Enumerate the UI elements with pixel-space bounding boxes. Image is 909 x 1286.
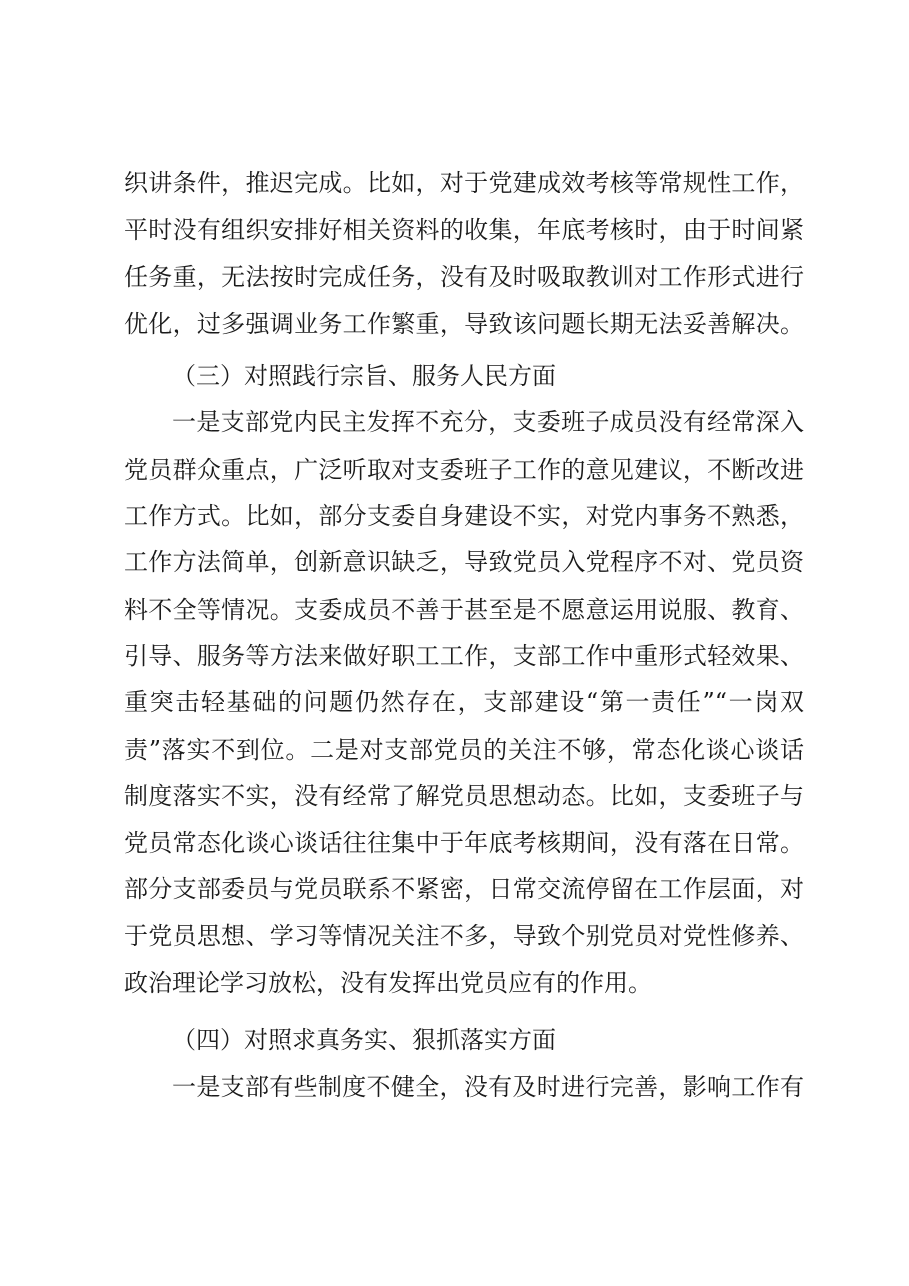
body-text-line: 工作方式。比如，部分支委自身建设不实，对党内事务不熟悉， (124, 502, 804, 530)
body-text-line: 党员常态化谈心谈话往往集中于年底考核期间，没有落在日常。 (124, 829, 804, 857)
section-heading: （四）对照求真务实、狠抓落实方面 (172, 1026, 556, 1054)
body-text-line: 制度落实不实，没有经常了解党员思想动态。比如，支委班子与 (124, 782, 804, 810)
body-text-line: 部分支部委员与党员联系不紧密，日常交流停留在工作层面，对 (124, 875, 804, 903)
body-text-line: 织讲条件，推迟完成。比如，对于党建成效考核等常规性工作， (124, 169, 804, 197)
paragraph-first-line: 一是支部党内民主发挥不充分，支委班子成员没有经常深入 (172, 408, 804, 436)
body-text-line: 责”落实不到位。二是对支部党员的关注不够，常态化谈心谈话 (124, 736, 804, 764)
body-text-line: 平时没有组织安排好相关资料的收集，年底考核时，由于时间紧 (124, 216, 804, 244)
section-heading: （三）对照践行宗旨、服务人民方面 (172, 362, 556, 390)
body-text-line: 党员群众重点，广泛听取对支委班子工作的意见建议，不断改进 (124, 456, 804, 484)
body-text-line: 任务重，无法按时完成任务，没有及时吸取教训对工作形式进行 (124, 263, 804, 291)
body-text-line: 重突击轻基础的问题仍然存在，支部建设“第一责任”“一岗双 (124, 688, 804, 716)
body-text-line: 工作方法简单，创新意识缺乏，导致党员入党程序不对、党员资 (124, 548, 804, 576)
paragraph-first-line: 一是支部有些制度不健全，没有及时进行完善，影响工作有 (172, 1073, 804, 1101)
body-text-line: 政治理论学习放松，没有发挥出党员应有的作用。 (124, 969, 652, 997)
body-text-line: 优化，过多强调业务工作繁重，导致该问题长期无法妥善解决。 (124, 310, 804, 338)
body-text-line: 引导、服务等方法来做好职工工作，支部工作中重形式轻效果、 (124, 642, 804, 670)
body-text-line: 于党员思想、学习等情况关注不多，导致个别党员对党性修养、 (124, 922, 804, 950)
body-text-line: 料不全等情况。支委成员不善于甚至是不愿意运用说服、教育、 (124, 596, 804, 624)
